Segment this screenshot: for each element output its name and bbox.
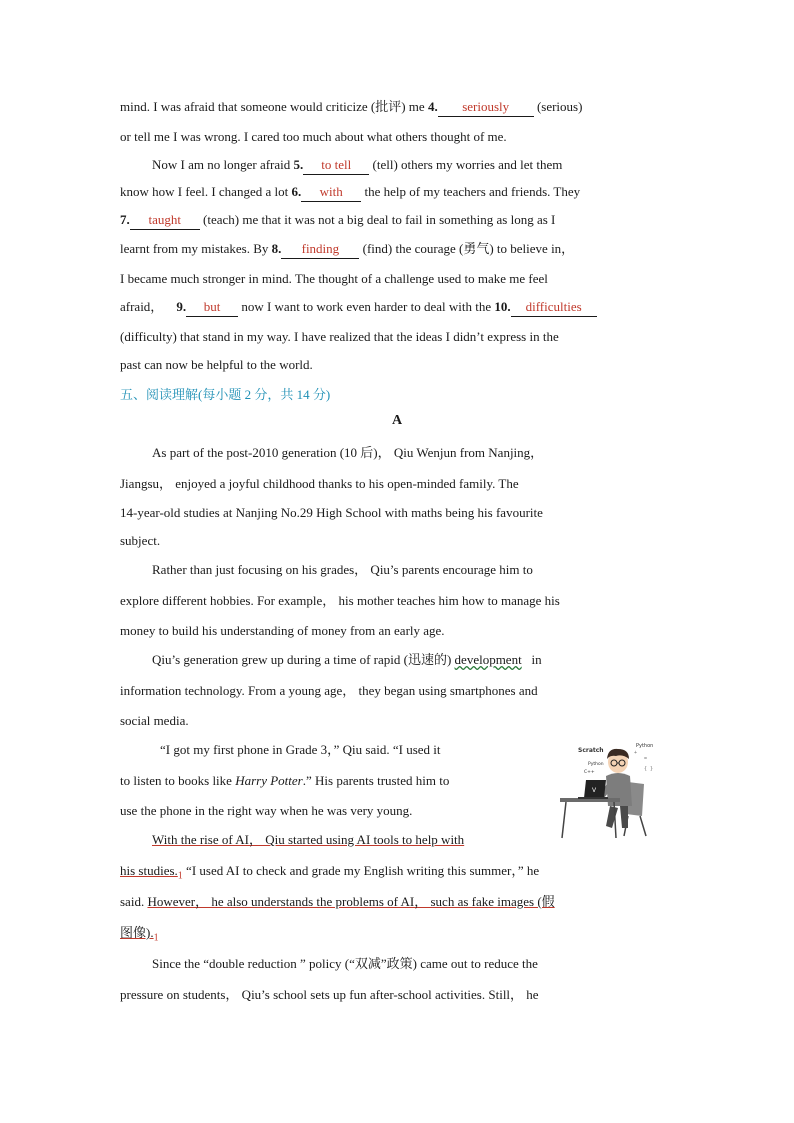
book-title: Harry Potter xyxy=(235,773,303,788)
text: said. xyxy=(120,894,145,909)
text: .” His parents trusted him to xyxy=(302,773,450,788)
question-number-6: 6. xyxy=(291,184,302,199)
boy-at-laptop-illustration xyxy=(558,740,662,844)
passage-title: A xyxy=(391,413,403,428)
text: learnt from my mistakes. By xyxy=(120,241,269,256)
text: mind. I was afraid that someone would criticize (批评) me xyxy=(120,99,425,114)
svg-text:{ }: { } xyxy=(644,766,654,772)
passage-line: subject. xyxy=(120,533,161,548)
line-4 xyxy=(120,181,676,203)
annotation-mark: 1 xyxy=(177,870,183,882)
passage-line xyxy=(120,860,676,882)
passage-line: As part of the post-2010 generation (10 后)， Qiu Wenjun from Nanjing， xyxy=(152,445,544,460)
underlined-sentence: 图像). xyxy=(120,925,154,940)
answer-blank-7[interactable]: taught xyxy=(130,212,200,230)
question-number-10: 10. xyxy=(494,299,511,314)
line-10: past can now be helpful to the world. xyxy=(120,357,313,372)
wavy-underlined-word: development xyxy=(454,652,522,667)
passage-line xyxy=(120,770,540,792)
question-number-7: 7. xyxy=(120,212,130,227)
text: in xyxy=(531,652,542,667)
passage-line: Jiangsu， enjoyed a joyful childhood thanks to his open-minded family. The xyxy=(120,476,519,491)
passage-line xyxy=(152,649,676,671)
code-label: Python xyxy=(588,762,604,767)
underlined-sentence: However， he also understands the problems of AI， such as fake images (假 xyxy=(147,894,555,909)
passage-line: explore different hobbies. For example， his mother teaches him how to manage his xyxy=(120,593,560,608)
answer-blank-8[interactable]: finding xyxy=(281,241,359,259)
answer-blank-6[interactable]: with xyxy=(301,184,361,202)
text: (serious) xyxy=(536,99,583,114)
text: Qiu’s generation grew up during a time of rapid (迅速的) xyxy=(152,652,452,667)
question-number-8: 8. xyxy=(271,241,282,256)
code-label: Scratch xyxy=(578,747,604,754)
text: to listen to books like xyxy=(120,773,232,788)
line-1 xyxy=(120,96,676,118)
line-3 xyxy=(152,154,676,176)
question-number-9: 9. xyxy=(176,299,187,314)
line-8 xyxy=(120,296,676,318)
text: the help of my teachers and friends. They xyxy=(364,184,581,199)
svg-text:=: = xyxy=(644,756,648,762)
line-5 xyxy=(120,209,676,231)
passage-line: Rather than just focusing on his grades， Qiu’s parents encourage him to xyxy=(152,562,533,577)
question-number-5: 5. xyxy=(293,157,304,172)
section-heading: 五、阅读理解(每小题 2 分，共 14 分) xyxy=(120,387,331,402)
underlined-sentence: With the rise of AI， Qiu started using AI tools to help with xyxy=(152,832,465,847)
answer-blank-10[interactable]: difficulties xyxy=(511,299,597,317)
text: Now I am no longer afraid xyxy=(152,157,291,172)
line-9: (difficulty) that stand in my way. I have realized that the ideas I didn’t express in the xyxy=(120,329,559,344)
text: afraid， xyxy=(120,299,164,314)
line-7: I became much stronger in mind. The thought of a challenge used to make me feel xyxy=(120,271,548,286)
passage-line: money to build his understanding of money from an early age. xyxy=(120,623,445,638)
laptop-logo: V xyxy=(592,787,597,794)
passage-line: Since the “double reduction ” policy (“双减”政策) came out to reduce the xyxy=(152,956,538,971)
underlined-sentence: his studies. xyxy=(120,863,178,878)
question-number-4: 4. xyxy=(427,99,438,114)
passage-line: pressure on students， Qiu’s school sets up fun after-school activities. Still， he xyxy=(120,987,539,1002)
text: (tell) others my worries and let them xyxy=(372,157,563,172)
text: (teach) me that it was not a big deal to fail in something as long as I xyxy=(203,212,556,227)
svg-text:+: + xyxy=(634,750,638,756)
passage-line: “I got my first phone in Grade 3，” Qiu said. “I used it xyxy=(160,742,441,757)
text: (find) the courage (勇气) to believe in， xyxy=(362,241,575,256)
text: now I want to work even harder to deal with the xyxy=(241,299,492,314)
answer-blank-4[interactable]: seriously xyxy=(438,99,534,117)
text: know how I feel. I changed a lot xyxy=(120,184,289,199)
code-label: C++ xyxy=(584,770,595,775)
code-label: Python xyxy=(636,743,654,749)
passage-line: social media. xyxy=(120,713,189,728)
answer-blank-5[interactable]: to tell xyxy=(303,157,369,175)
line-2: or tell me I was wrong. I cared too much about what others thought of me. xyxy=(120,129,507,144)
line-6 xyxy=(120,238,676,260)
text: “I used AI to check and grade my English writing this summer，” he xyxy=(186,863,540,878)
passage-line: use the phone in the right way when he was very young. xyxy=(120,803,413,818)
passage-line xyxy=(120,922,676,944)
passage-line: 14-year-old studies at Nanjing No.29 High School with maths being his favourite xyxy=(120,505,543,520)
answer-blank-9[interactable]: but xyxy=(186,299,238,317)
annotation-mark: 1 xyxy=(153,932,159,944)
passage-line xyxy=(120,891,676,913)
passage-line: information technology. From a young age， they began using smartphones and xyxy=(120,683,538,698)
